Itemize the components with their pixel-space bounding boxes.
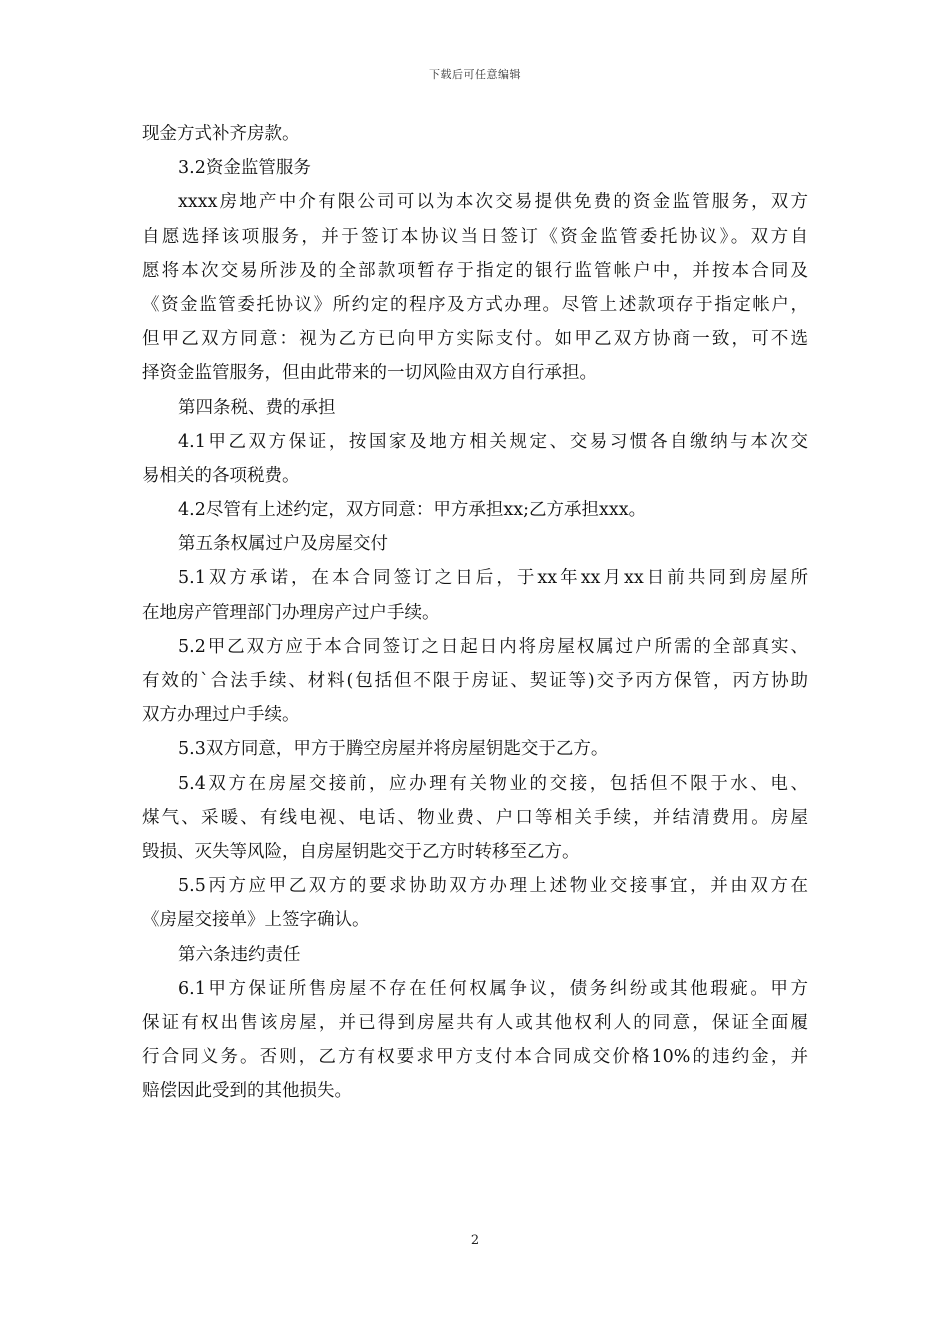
text-line: 在地房产管理部门办理房产过户手续。: [142, 602, 440, 623]
page-header: 下载后可任意编辑: [429, 68, 521, 81]
text-line: 自愿选择该项服务，并于签订本协议当日签订《资金监管委托协议》。双方自: [142, 226, 808, 247]
text-line: 择资金监管服务，但由此带来的一切风险由双方自行承担。: [142, 363, 597, 384]
text-line: 《房屋交接单》上签字确认。: [142, 910, 370, 931]
text-line: 5.5丙方应甲乙双方的要求协助双方办理上述物业交接事宜，并由双方在: [178, 876, 808, 897]
text-line: 第四条税、费的承担: [178, 397, 336, 418]
text-line: 愿将本次交易所涉及的全部款项暂存于指定的银行监管帐户中，并按本合同及: [142, 260, 808, 281]
text-line: 4.1甲乙双方保证，按国家及地方相关规定、交易习惯各自缴纳与本次交: [178, 431, 808, 452]
text-line: 易相关的各项税费。: [142, 465, 300, 486]
text-line: 行合同义务。否则，乙方有权要求甲方支付本合同成交价格10%的违约金，并: [142, 1047, 808, 1068]
text-line: 5.2甲乙双方应于本合同签订之日起日内将房屋权属过户所需的全部真实、: [178, 636, 808, 657]
text-line: 保证有权出售该房屋，并已得到房屋共有人或其他权利人的同意，保证全面履: [142, 1012, 808, 1033]
text-line: 双方办理过户手续。: [142, 705, 300, 726]
text-line: 5.1双方承诺，在本合同签订之日后，于xx年xx月xx日前共同到房屋所: [178, 568, 808, 589]
document-body: [142, 117, 808, 1108]
text-line: xxxx房地产中介有限公司可以为本次交易提供免费的资金监管服务，双方: [178, 192, 808, 213]
text-line: 第五条权属过户及房屋交付: [178, 534, 388, 555]
page-number: 2: [470, 1233, 480, 1248]
text-line: 《资金监管委托协议》所约定的程序及方式办理。尽管上述款项存于指定帐户，: [142, 294, 808, 315]
text-line: 3.2资金监管服务: [178, 158, 311, 179]
text-line: 5.4双方在房屋交接前，应办理有关物业的交接，包括但不限于水、电、: [178, 773, 808, 794]
text-line: 毁损、灭失等风险，自房屋钥匙交于乙方时转移至乙方。: [142, 841, 580, 862]
text-line: 6.1甲方保证所售房屋不存在任何权属争议，债务纠纷或其他瑕疵。甲方: [178, 978, 808, 999]
text-line: 现金方式补齐房款。: [142, 124, 300, 144]
text-line: 第六条违约责任: [178, 944, 301, 965]
text-line: 有效的`合法手续、材料(包括但不限于房证、契证等)交予丙方保管，丙方协助: [142, 671, 808, 691]
text-line: 赔偿因此受到的其他损失。: [142, 1081, 352, 1102]
text-line: 5.3双方同意，甲方于腾空房屋并将房屋钥匙交于乙方。: [178, 739, 609, 760]
text-line: 煤气、采暖、有线电视、电话、物业费、户口等相关手续，并结清费用。房屋: [142, 807, 808, 828]
text-line: 但甲乙双方同意：视为乙方已向甲方实际支付。如甲乙双方协商一致，可不选: [142, 329, 808, 350]
text-line: 4.2尽管有上述约定，双方同意：甲方承担xx;乙方承担xxx。: [178, 500, 647, 521]
